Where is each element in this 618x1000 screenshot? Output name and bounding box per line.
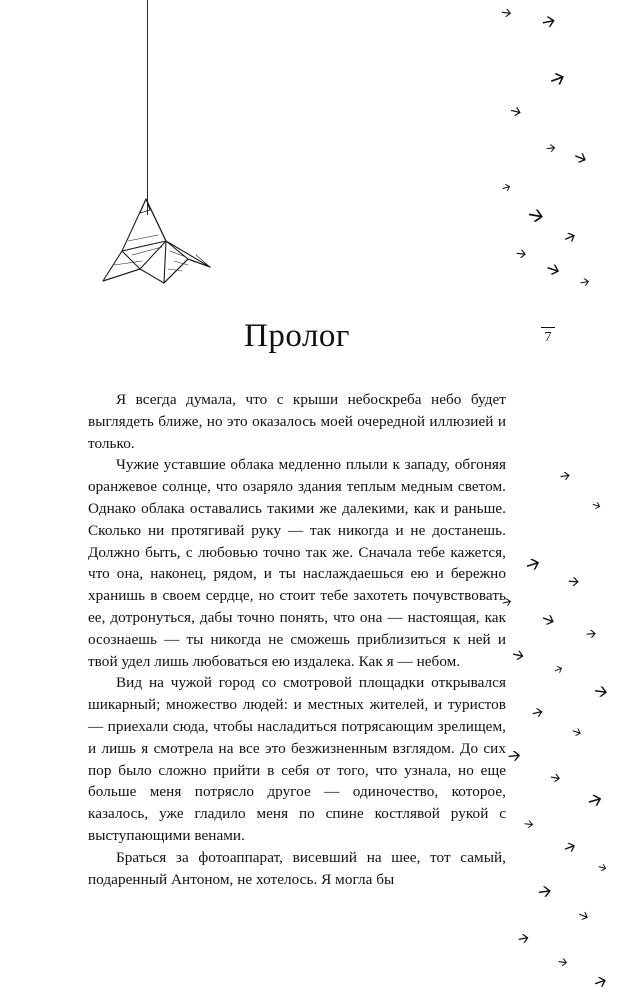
bird-icon: 🡪 [585, 788, 606, 813]
page-number [538, 327, 558, 346]
bird-icon: 🡪 [500, 594, 514, 610]
origami-crane-illustration [70, 0, 250, 320]
body-paragraph: Браться за фотоаппарат, висевший на шее, тот самый, подаренный Антоном, не хотелось. Я могла бы [88, 848, 506, 888]
bird-icon: 🡪 [557, 954, 569, 970]
bird-icon: 🡪 [545, 140, 557, 156]
bird-icon: 🡪 [522, 552, 544, 577]
bird-icon: 🡪 [551, 661, 566, 678]
page-title: Пролог [244, 318, 350, 354]
bird-icon: 🡪 [530, 703, 545, 723]
bird-icon: 🡪 [500, 180, 513, 195]
bird-icon: 🡪 [526, 201, 547, 229]
bird-icon: 🡪 [539, 10, 558, 34]
bird-icon: 🡪 [506, 745, 522, 766]
bird-icon: 🡪 [592, 681, 610, 703]
bird-icon: 🡪 [536, 881, 554, 903]
bird-icon: 🡪 [559, 468, 572, 485]
bird-icon: 🡪 [546, 66, 569, 93]
hanging-string-icon [147, 0, 148, 215]
bird-icon: 🡪 [561, 836, 579, 858]
bird-icon: 🡪 [585, 626, 598, 643]
bird-icon: 🡪 [508, 102, 524, 122]
body-paragraph: Я всегда думала, что с крыши небоскреба небо будет выглядеть ближе, но это оказалось моей очередной иллюзией и только. [88, 391, 506, 452]
bird-icon: 🡪 [575, 907, 591, 926]
bird-icon: 🡪 [578, 274, 591, 290]
body-paragraph: Вид на чужой город со смотровой площадки открывался шикарный; множество людей: и местных жителей, и туристов — приехали сюда, чтобы насладиться потрясающим зрелищем, и лишь я смотрела на все это безжизненным взглядом. До сих пор было сложно прийти в себя от того, что узнала, но еще больше меня потрясло другое — одиночество, которое, казалось, уже гладило меня по спине костлявой рукой с выступающими венами. [88, 674, 506, 844]
bird-icon: 🡪 [510, 644, 527, 666]
crane-icon [70, 195, 220, 320]
body-paragraph: Чужие уставшие облака медленно плыли к западу, обгоняя оранжевое солнце, что озаряло здания теплым медным светом. Однако облака оставались такими же далекими, как и раньше. Сколько ни протягивай руку — так никогда и не достанешь. Должно быть, с любовью точно так же. Сначала тебе кажется, что она, наконец, рядом, и ты наслаждаешься ею и бережно хранишь в своем сердце, но стоит тебе захотеть почувствовать ее, дотронуться, дабы точно понять, что она — настоящая, как осознаешь — ты никогда не сможешь приблизиться к ней и твой удел лишь любоваться ею издалека. Как я — небом. [88, 456, 506, 670]
bird-icon: 🡪 [567, 573, 580, 591]
bird-icon: 🡪 [548, 770, 562, 787]
bird-icon: 🡪 [515, 246, 528, 263]
bird-icon: 🡪 [570, 723, 584, 741]
bird-icon: 🡪 [590, 498, 603, 513]
bird-icon: 🡪 [500, 5, 513, 22]
bird-icon: 🡪 [591, 970, 610, 993]
bird-icon: 🡪 [523, 816, 535, 832]
bird-icon: 🡪 [539, 608, 559, 631]
folio-rule [541, 327, 555, 328]
folio-number: 7 [544, 330, 552, 345]
bird-icon: 🡪 [560, 226, 580, 248]
flying-birds-flock [498, 0, 618, 1000]
bird-icon: 🡪 [571, 146, 591, 169]
bird-icon: 🡪 [596, 860, 609, 875]
bird-icon: 🡪 [516, 930, 531, 948]
bird-icon: 🡪 [543, 258, 563, 282]
page-content [88, 318, 506, 890]
